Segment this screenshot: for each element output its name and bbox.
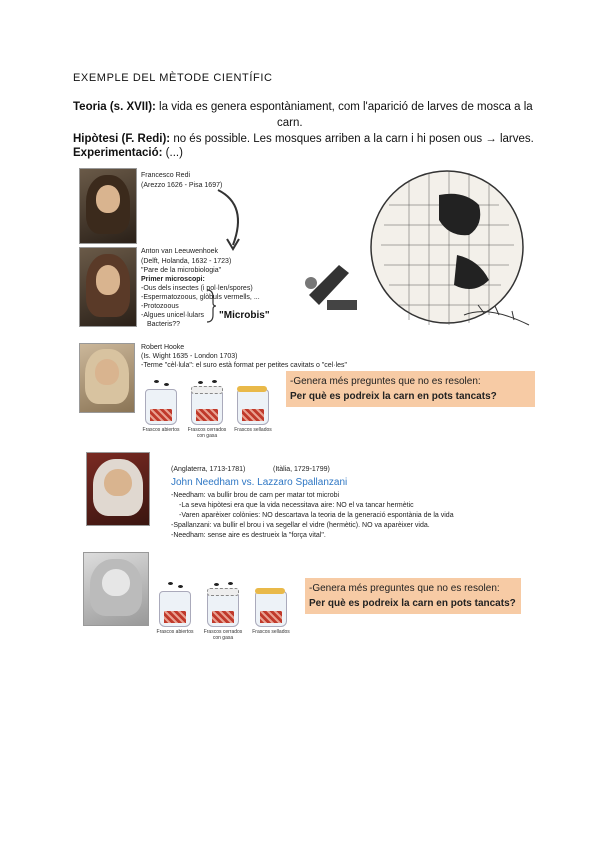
jar-sealed — [237, 389, 269, 425]
jar-gauze-2 — [207, 591, 239, 627]
microbis-label: "Microbis" — [219, 310, 270, 321]
leeuwenhoek-dates: (Delft, Holanda, 1632 - 1723) — [141, 258, 232, 265]
leeuwenhoek-portrait — [79, 247, 137, 327]
spallanzani-dates: (Itàlia, 1729-1799) — [273, 466, 330, 473]
figure-scientists-2 — [83, 450, 523, 650]
teoria-label: Teoria (s. XVII): — [73, 101, 156, 113]
needham-portrait — [86, 452, 150, 526]
experimentacio-label: Experimentació: — [73, 147, 163, 159]
jar-caption-3: Frascos sellados — [234, 427, 272, 433]
brace-icon — [205, 289, 217, 323]
redi-dates: (Arezzo 1626 - Pisa 1697) — [141, 182, 223, 189]
teoria-text: la vida es genera espontàniament, com l'aparició de larves de mosca a la — [155, 101, 533, 113]
jar2-caption-2: Frascos cerrados con gasa — [203, 629, 243, 641]
redi-name: Francesco Redi — [141, 172, 191, 179]
question-2-line-1: -Genera més preguntes que no es resolen: — [309, 583, 500, 594]
jar2-caption-3: Frascos sellados — [252, 629, 290, 635]
question-2-line-2: Per què es podreix la carn en pots tancats? — [309, 598, 516, 609]
jar-gauze — [191, 389, 223, 425]
document-title: EXEMPLE DEL MÈTODE CIENTÍFIC — [73, 72, 273, 84]
needham-line-1: -Needham: va bullir brou de carn per matar tot microbi — [171, 492, 340, 499]
teoria-text-continued: carn. — [277, 117, 303, 129]
jar-caption-1: Frascos abiertos — [142, 427, 180, 433]
jar2-caption-1: Frascos abiertos — [156, 629, 194, 635]
leeuwenhoek-line-7: Bacteris?? — [147, 321, 181, 328]
spallanzani-portrait — [83, 552, 149, 626]
leeuwenhoek-line-2: Primer microscopi: — [141, 276, 205, 283]
needham-line-2: -La seva hipòtesi era que la vida necessitava aire: NO el va tancar hermètic — [179, 502, 414, 509]
question-box-1 — [286, 371, 535, 407]
leeuwenhoek-line-4: -Espermatozoous, glòbuls vermells, ... — [141, 294, 260, 301]
leeuwenhoek-line-1: "Pare de la microbiologia" — [141, 267, 222, 274]
curved-arrow-icon — [213, 185, 253, 255]
needham-vs-spallanzani-heading — [171, 477, 347, 488]
hipotesi-label: Hipòtesi (F. Redi): — [73, 133, 171, 145]
question-1-line-1: -Genera més preguntes que no es resolen: — [290, 376, 481, 387]
teoria-line — [73, 100, 533, 115]
experimentacio-line — [73, 146, 183, 161]
hooke-line-1: -Terme "cèl·lula": el suro està format per petites cavitats o "cel·les" — [141, 362, 348, 369]
hooke-dates: (Is. Wight 1635 - London 1703) — [141, 353, 238, 360]
leeuwenhoek-line-6: -Algues unicel·lulars — [141, 312, 205, 319]
experimentacio-text: (...) — [162, 147, 183, 159]
leeuwenhoek-line-3: -Ous dels insectes (i pol·len/spores) — [141, 285, 253, 292]
jars-experiment-2 — [155, 585, 305, 647]
hooke-name: Robert Hooke — [141, 344, 185, 351]
jars-experiment-1 — [141, 383, 281, 445]
question-box-2 — [305, 578, 521, 614]
heading-spallanzani: Lazzaro Spallanzani — [257, 477, 348, 488]
needham-line-4: -Spallanzani: va bullir el brou i va segellar el vidre (hermètic). NO va aparèixer vida. — [171, 522, 430, 529]
question-1-line-2: Per què es podreix la carn en pots tancats? — [290, 391, 497, 402]
jar-caption-2: Frascos cerrados con gasa — [187, 427, 227, 439]
jar-open-2 — [159, 591, 191, 627]
hipotesi-text: no és possible. Les mosques arriben a la carn i hi posen ous → larves. — [170, 133, 534, 145]
needham-line-3: -Varen aparèixer colònies: NO descartava la teoria de la generació espontània de la vida — [179, 512, 454, 519]
needham-dates: (Anglaterra, 1713-1781) — [171, 466, 246, 473]
leeuwenhoek-name: Anton van Leeuwenhoek — [141, 248, 219, 255]
hipotesi-line — [73, 132, 534, 147]
heading-vs: vs. — [238, 477, 258, 488]
jar-sealed-2 — [255, 591, 287, 627]
heading-needham: John Needham — [171, 477, 239, 488]
redi-portrait — [79, 168, 137, 244]
jar-open — [145, 389, 177, 425]
needham-line-5: -Needham: sense aire es destrueix la "força vital". — [171, 532, 326, 539]
microscope-cork-drawing — [289, 165, 535, 335]
leeuwenhoek-line-5: -Protozoous — [141, 303, 179, 310]
figure-scientists-1 — [73, 165, 535, 445]
hooke-portrait — [79, 343, 135, 413]
